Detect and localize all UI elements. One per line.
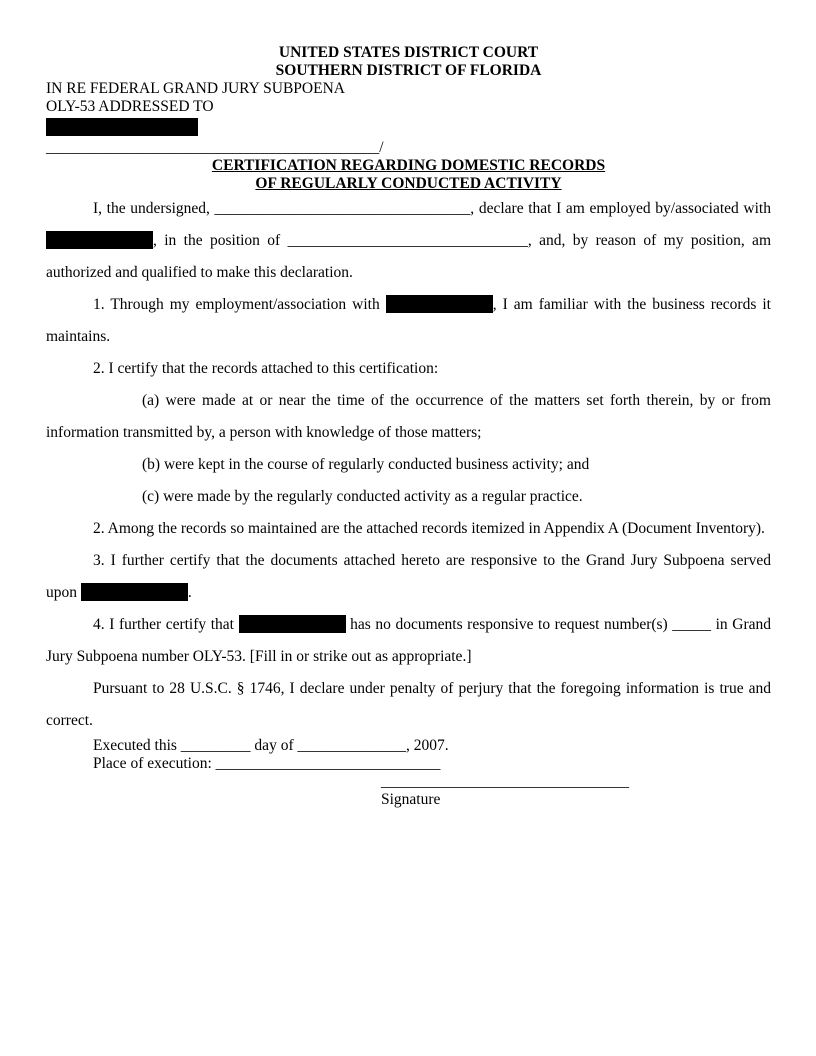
document-title [46,157,771,193]
paragraph-text: 3. I further certify that the documents attached hereto are responsive to the Grand Jury Subpoena served upon [46,552,771,601]
paragraph-2a: (a) were made at or near the time of the occurrence of the matters set forth therein, by or from information transmitted by, a person with knowledge of those matters; [46,392,771,441]
signature-label: Signature [381,791,441,808]
redaction-block [239,615,346,633]
paragraph-perjury: Pursuant to 28 U.S.C. § 1746, I declare under penalty of perjury that the foregoing information is true and correct. [46,680,771,729]
paragraph-text: has no documents responsive to request number(s) _____ in Grand Jury Subpoena number OLY-53. [Fill in or strike out as appropriate.] [46,616,771,665]
paragraph-declarant [46,193,771,289]
place-of-execution-line: Place of execution: _____________________________ [93,755,441,772]
document-body [46,193,771,737]
executed-date-line: Executed this _________ day of ______________, 2007. [93,737,449,754]
redaction-block [81,583,188,601]
paragraph-text: 4. I further certify that [93,616,239,633]
paragraph-text: 1. Through my employment/association with [93,296,386,313]
certification-document [46,44,771,809]
paragraph-2b: (b) were kept in the course of regularly conducted business activity; and [142,456,590,473]
paragraph-2-appendix: 2. Among the records so maintained are the attached records itemized in Appendix A (Document Inventory). [93,520,765,537]
paragraph-4 [46,609,771,673]
court-district: SOUTHERN DISTRICT OF FLORIDA [275,62,542,79]
caption-line-1: IN RE FEDERAL GRAND JURY SUBPOENA [46,80,345,97]
redaction-block [386,295,493,313]
paragraph-text: , in the position of _______________________________, and, by reason of my position, am authorized and qualified to make this declaration. [46,232,771,281]
paragraph-text: . [187,584,192,601]
paragraph-3 [46,545,771,609]
caption-line-2: OLY-53 ADDRESSED TO [46,98,214,115]
title-line-2: OF REGULARLY CONDUCTED ACTIVITY [255,175,562,192]
title-line-1: CERTIFICATION REGARDING DOMESTIC RECORDS [211,157,606,174]
paragraph-text: , I am familiar with the business records it maintains. [46,296,771,345]
caption-rule: ___________________________________________/ [46,139,384,156]
paragraph-2c: (c) were made by the regularly conducted activity as a regular practice. [142,488,583,505]
court-header [46,44,771,80]
paragraph-text: I, the undersigned, _________________________________, declare that I am employed by/associated with [93,200,771,217]
signature-block [381,773,771,809]
paragraph-1 [46,289,771,353]
signature-rule: ________________________________ [381,773,629,790]
paragraph-2: 2. I certify that the records attached to this certification: [93,360,439,377]
execution-block [46,737,771,773]
redaction-block [46,231,153,249]
court-name: UNITED STATES DISTRICT COURT [278,44,539,61]
case-caption [46,80,771,157]
redaction-block [46,118,198,136]
